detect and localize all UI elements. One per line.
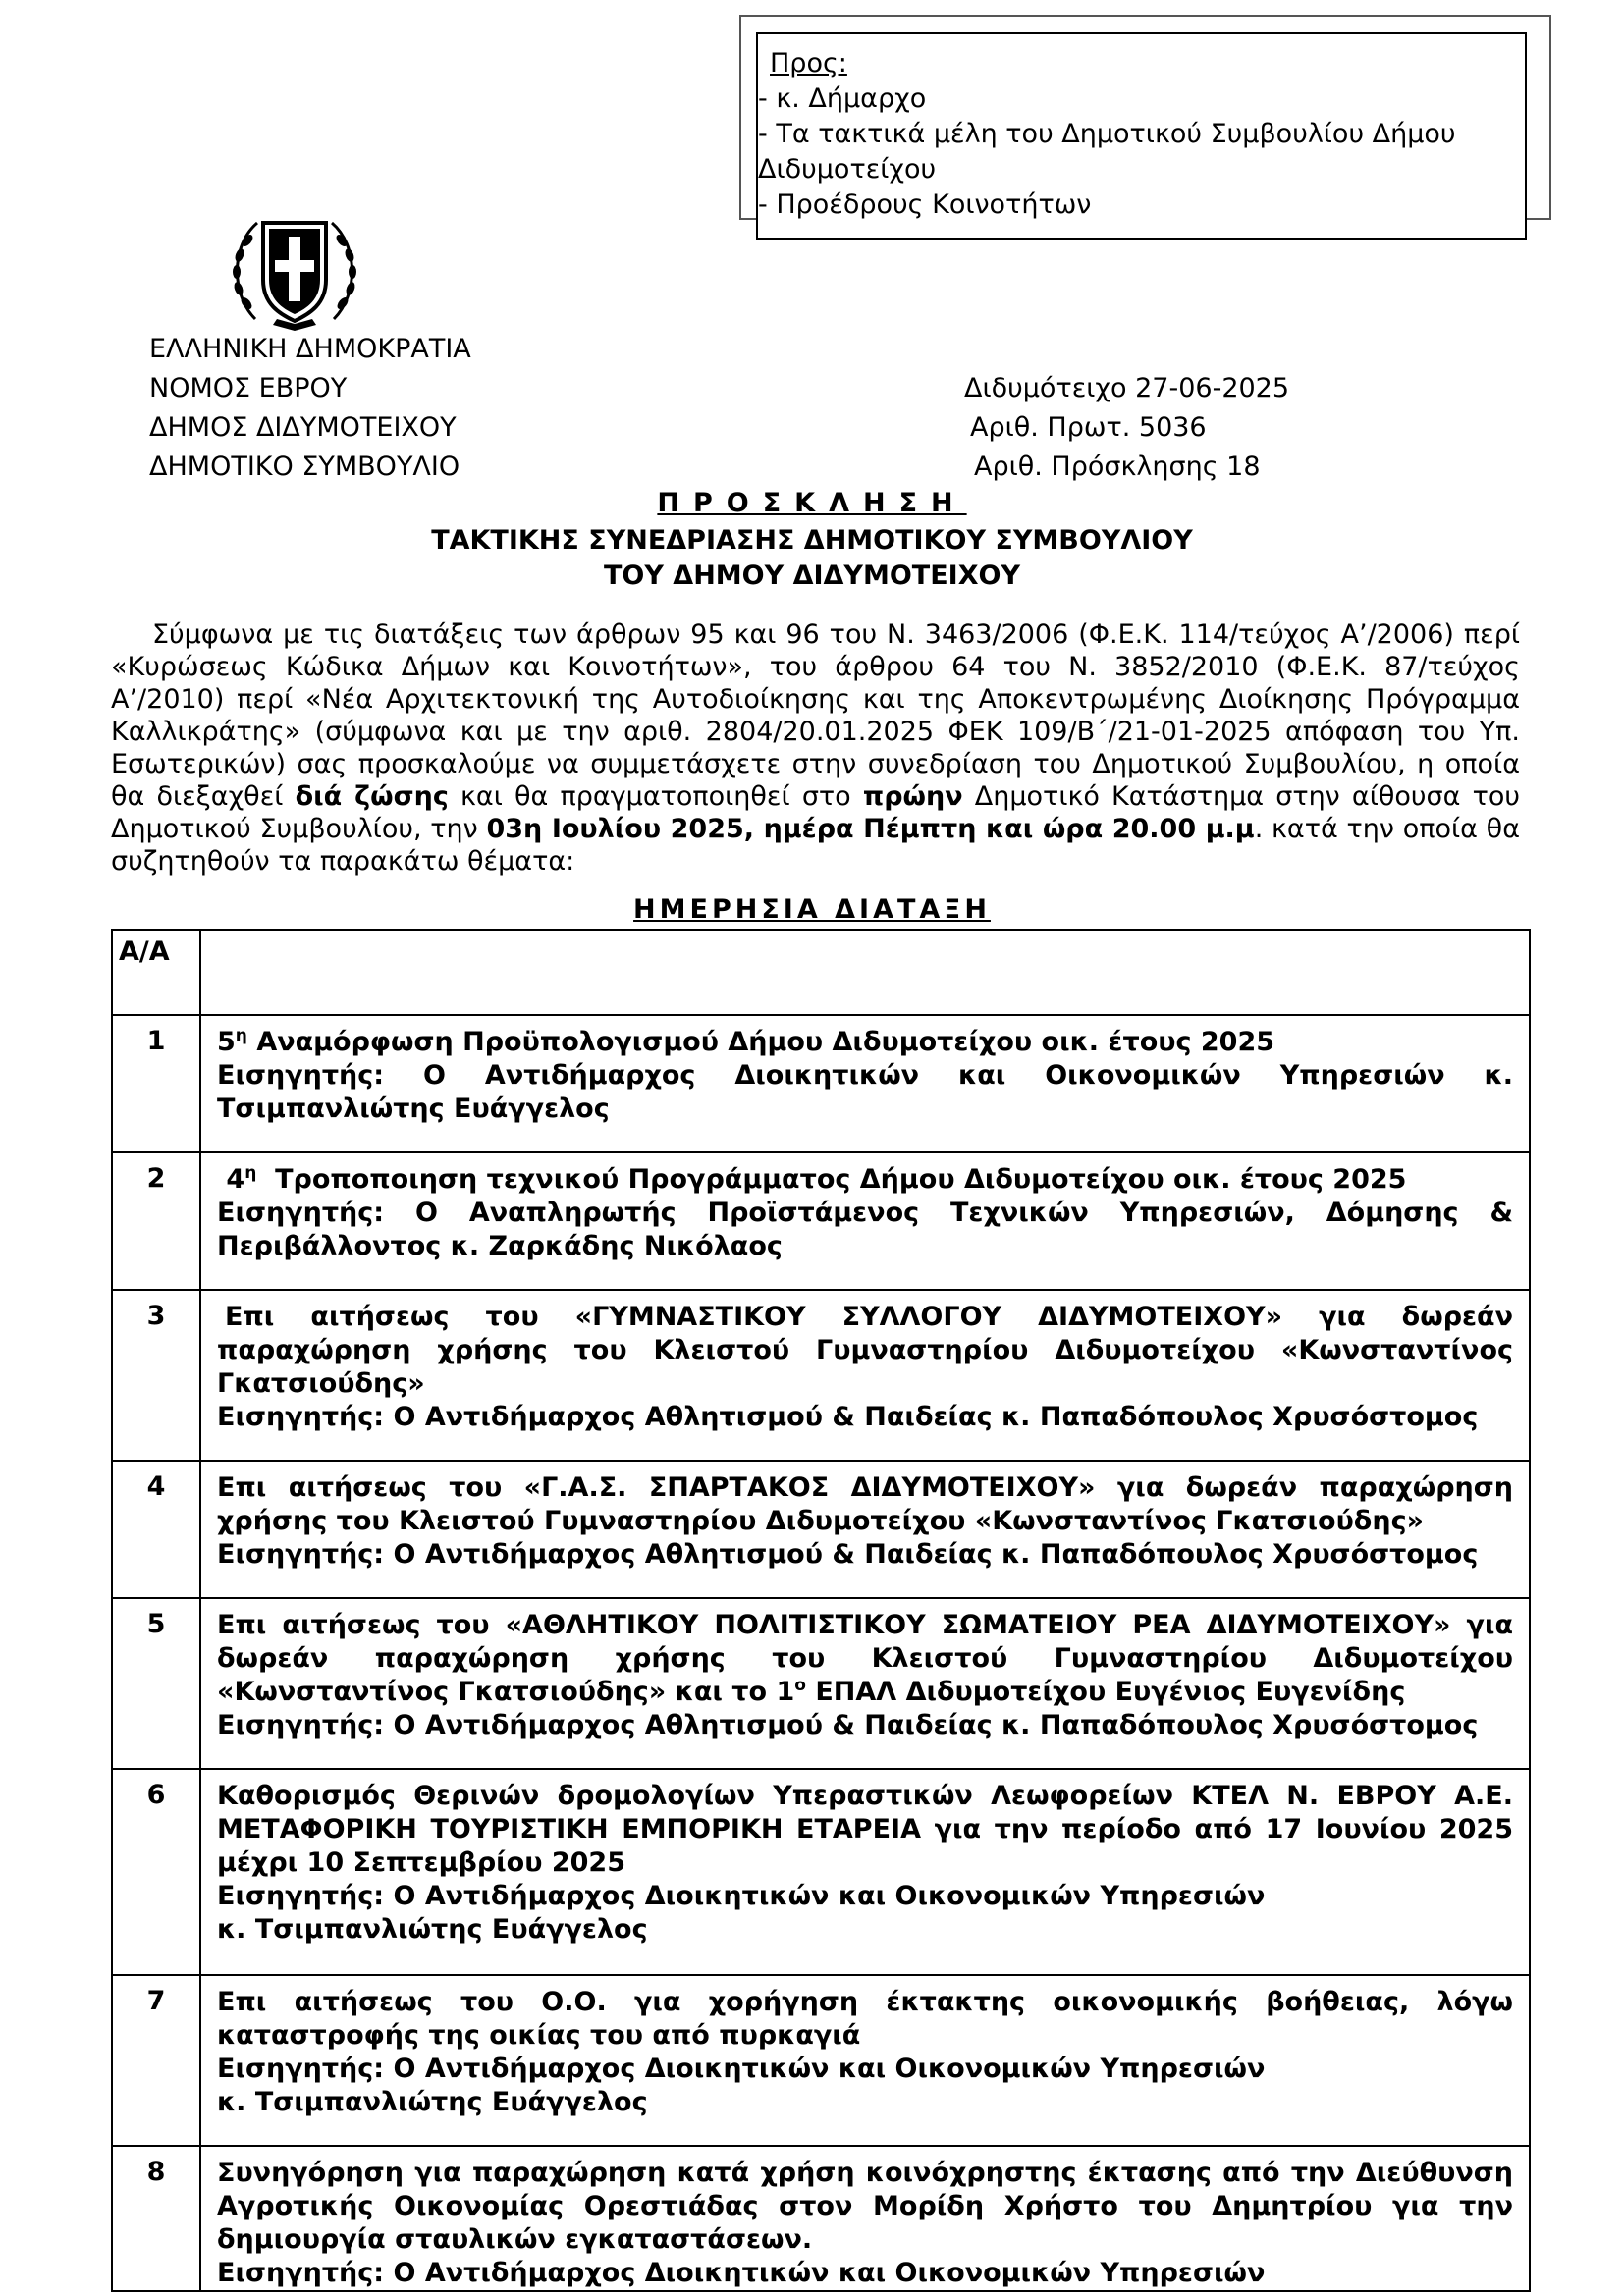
invitation-number: Αριθ. Πρόσκλησης 18	[974, 452, 1261, 482]
item-rapporteur: Εισηγητής: Ο Αντιδήμαρχος Διοικητικών και Οικονομικών Υπηρεσιών	[217, 2054, 1266, 2084]
item-subject: Επι αιτήσεως του «ΓΥΜΝΑΣΤΙΚΟΥ ΣΥΛΛΟΓΟΥ ΔΙΔΥΜΟΤΕΙΧΟΥ» για δωρεάν παραχώρηση χρήσης του Κλειστού Γυμναστηρίου Διδυμοτείχου «Κωνσταντίνος Γκατσιούδης»	[217, 1302, 1513, 1399]
recipient-line: Διδυμοτείχου	[758, 154, 937, 185]
municipality-title: ΤΟΥ ΔΗΜΟΥ ΔΙΔΥΜΟΤΕΙΧΟΥ	[603, 561, 1021, 591]
table-header-row	[112, 930, 1530, 1015]
table-row	[112, 1290, 1530, 1461]
ordinal-suffix: ο	[794, 1676, 806, 1695]
item-subject: Συνηγόρηση για παραχώρηση κατά χρήση κοινόχρηστης έκτασης από την Διεύθυνση Αγροτικής Οικονομίας Ορεστιάδας στον Μορίδη Χρήστο του Δημητρίου για την δημιουργία σταυλικών εγκαταστάσεων.	[217, 2158, 1513, 2255]
recipient-line: - Τα τακτικά μέλη του Δημοτικού Συμβουλίου Δήμου	[758, 119, 1456, 149]
item-rapporteur: Εισηγητής: Ο Αντιδήμαρχος Διοικητικών και Οικονομικών Υπηρεσιών	[217, 1881, 1266, 1911]
item-rapporteur-name: κ. Τσιμπανλιώτης Ευάγγελος	[217, 2087, 648, 2117]
body-bold: 03η Ιουλίου 2025, ημέρα Πέμπτη και ώρα 20.00 μ.μ	[486, 814, 1255, 844]
column-header-subject	[200, 930, 1530, 1015]
greek-emblem-icon	[226, 201, 363, 339]
table-row	[112, 1015, 1530, 1152]
item-number: 4	[112, 1461, 200, 1598]
sender-council: ΔΗΜΟΤΙΚΟ ΣΥΜΒΟΥΛΙΟ	[149, 452, 460, 482]
column-header-number: Α/Α	[112, 930, 200, 1015]
item-subject: Επι αιτήσεως του «Γ.Α.Σ. ΣΠΑΡΤΑΚΟΣ ΔΙΔΥΜΟΤΕΙΧΟΥ» για δωρεάν παραχώρηση χρήσης του Κλειστού Γυμναστηρίου Διδυμοτείχου «Κωνσταντίνος Γκατσιούδης»	[217, 1472, 1513, 1536]
invitation-body	[111, 618, 1520, 878]
sender-municipality: ΔΗΜΟΣ ΔΙΔΥΜΟΤΕΙΧΟΥ	[149, 412, 457, 443]
item-subject: Επι αιτήσεως του Ο.Ο. για χορήγηση έκτακτης οικονομικής βοήθειας, λόγω καταστροφής της οικίας του από πυρκαγιά	[217, 1987, 1513, 2051]
ordinal-suffix: η	[235, 1026, 247, 1045]
body-text: και θα πραγματοποιηθεί στο	[448, 781, 863, 812]
item-description	[200, 2146, 1530, 2291]
item-description	[200, 1975, 1530, 2146]
item-rapporteur: Εισηγητής: Ο Αντιδήμαρχος Αθλητισμού & Παιδείας κ. Παπαδόπουλος Χρυσόστομος	[217, 1710, 1479, 1740]
agenda-title: ΗΜΕΡΗΣΙΑ ΔΙΑΤΑΞΗ	[633, 894, 991, 925]
table-row	[112, 1152, 1530, 1290]
recipient-line: - Προέδρους Κοινοτήτων	[758, 189, 1092, 220]
invitation-title: ΠΡΟΣΚΛΗΣΗ	[657, 488, 967, 518]
table-row	[112, 2146, 1530, 2291]
table-row	[112, 1598, 1530, 1769]
table-row	[112, 1769, 1530, 1975]
item-number: 6	[112, 1769, 200, 1975]
protocol-number: Αριθ. Πρωτ. 5036	[970, 412, 1207, 443]
meeting-type-title: ΤΑΚΤΙΚΗΣ ΣΥΝΕΔΡΙΑΣΗΣ ΔΗΜΟΤΙΚΟΥ ΣΥΜΒΟΥΛΙΟΥ	[431, 525, 1193, 556]
item-rapporteur: Εισηγητής: Ο Αντιδήμαρχος Αθλητισμού & Παιδείας κ. Παπαδόπουλος Χρυσόστομος	[217, 1539, 1479, 1570]
item-description	[200, 1152, 1530, 1290]
item-number: 1	[112, 1015, 200, 1152]
item-rapporteur: Εισηγητής: Ο Αντιδήμαρχος Διοικητικών και Οικονομικών Υπηρεσιών	[217, 2258, 1266, 2288]
item-subject: Καθορισμός Θερινών δρομολογίων Υπεραστικών Λεωφορείων ΚΤΕΛ Ν. ΕΒΡΟΥ Α.Ε. ΜΕΤΑΦΟΡΙΚΗ ΤΟΥΡΙΣΤΙΚΗ ΕΜΠΟΡΙΚΗ ΕΤΑΡΕΙΑ για την περίοδο από 17 Ιουνίου 2025 μέχρι 10 Σεπτεμβρίου 2025	[217, 1781, 1513, 1878]
item-number: 2	[112, 1152, 200, 1290]
item-rapporteur-name: κ. Τσιμπανλιώτης Ευάγγελος	[217, 1914, 648, 1945]
item-rapporteur: Εισηγητής: Ο Αντιδήμαρχος Διοικητικών και Οικονομικών Υπηρεσιών κ. Τσιμπανλιώτης Ευάγγελος	[217, 1060, 1513, 1124]
body-text: Σύμφωνα με τις διατάξεις των άρθρων 95 και 96 του Ν. 3463/2006 (Φ.Ε.Κ. 114/τεύχος Α’/2006) περί «Κυρώσεως Κώδικα Δήμων και Κοινοτήτων», του άρθρου 64 του Ν. 3852/2010 (Φ.Ε.Κ. 87/τεύχος Α’/2010) περί «Νέα Αρχιτεκτονική της Αυτοδιοίκησης και της Αποκεντρωμένης Διοίκησης Πρόγραμμα Καλλικράτης» (σύμφωνα και με την αριθ. 2804/20.01.2025 ΦΕΚ 109/Β΄/21-01-2025 απόφαση του Υπ. Εσωτερικών) σας προσκαλούμε να συμμετάσχετε στην συνεδρίαση του Δημοτικού Συμβουλίου, η οποία θα διεξαχθεί	[111, 619, 1520, 812]
body-text: Δημοτικό Κατάστημα στην αίθουσα του Δημοτικού Συμβουλίου, την	[111, 781, 1520, 844]
item-number: 3	[112, 1290, 200, 1461]
item-subject-cont: ΕΠΑΛ Διδυμοτείχου Ευγένιος Ευγενίδης	[805, 1677, 1406, 1707]
item-rapporteur: Εισηγητής: Ο Αντιδήμαρχος Αθλητισμού & Παιδείας κ. Παπαδόπουλος Χρυσόστομος	[217, 1402, 1479, 1432]
agenda-table	[111, 929, 1531, 2292]
item-description	[200, 1598, 1530, 1769]
recipient-heading: Προς:	[770, 48, 847, 79]
place-date: Διδυμότειχο 27-06-2025	[964, 373, 1290, 403]
body-bold: πρώην	[862, 781, 963, 812]
ordinal-suffix: η	[244, 1163, 257, 1183]
item-description	[200, 1290, 1530, 1461]
sender-republic: ΕΛΛΗΝΙΚΗ ΔΗΜΟΚΡΑΤΙΑ	[149, 334, 471, 364]
item-description	[200, 1015, 1530, 1152]
body-bold: διά ζώσης	[295, 781, 449, 812]
item-number: 8	[112, 2146, 200, 2291]
recipient-box	[756, 32, 1527, 240]
ordinal-number: 4	[226, 1164, 245, 1195]
body-text: . κατά την οποία θα συζητηθούν τα παρακάτω θέματα:	[111, 814, 1521, 877]
ordinal-number: 5	[217, 1027, 236, 1057]
item-number: 7	[112, 1975, 200, 2146]
table-row	[112, 1975, 1530, 2146]
item-description	[200, 1461, 1530, 1598]
item-subject: Επι αιτήσεως του «ΑΘΛΗΤΙΚΟΥ ΠΟΛΙΤΙΣΤΙΚΟΥ ΣΩΜΑΤΕΙΟΥ ΡΕΑ ΔΙΔΥΜΟΤΕΙΧΟΥ» για δωρεάν παραχώρηση χρήσης του Κλειστού Γυμναστηρίου Διδυμοτείχου «Κωνσταντίνος Γκατσιούδης» και το 1	[217, 1610, 1513, 1707]
item-description	[200, 1769, 1530, 1975]
sender-prefecture: ΝΟΜΟΣ ΕΒΡΟΥ	[149, 373, 348, 403]
item-subject: Αναμόρφωση Προϋπολογισμού Δήμου Διδυμοτείχου οικ. έτους 2025	[256, 1027, 1275, 1057]
item-number: 5	[112, 1598, 200, 1769]
item-subject: Τροποποιηση τεχνικού Προγράμματος Δήμου Διδυμοτείχου οικ. έτους 2025	[275, 1164, 1407, 1195]
recipient-line: - κ. Δήμαρχο	[758, 83, 927, 114]
item-rapporteur: Εισηγητής: Ο Αναπληρωτής Προϊστάμενος Τεχνικών Υπηρεσιών, Δόμησης & Περιβάλλοντος κ. Ζαρκάδης Νικόλαος	[217, 1198, 1513, 1261]
table-row	[112, 1461, 1530, 1598]
